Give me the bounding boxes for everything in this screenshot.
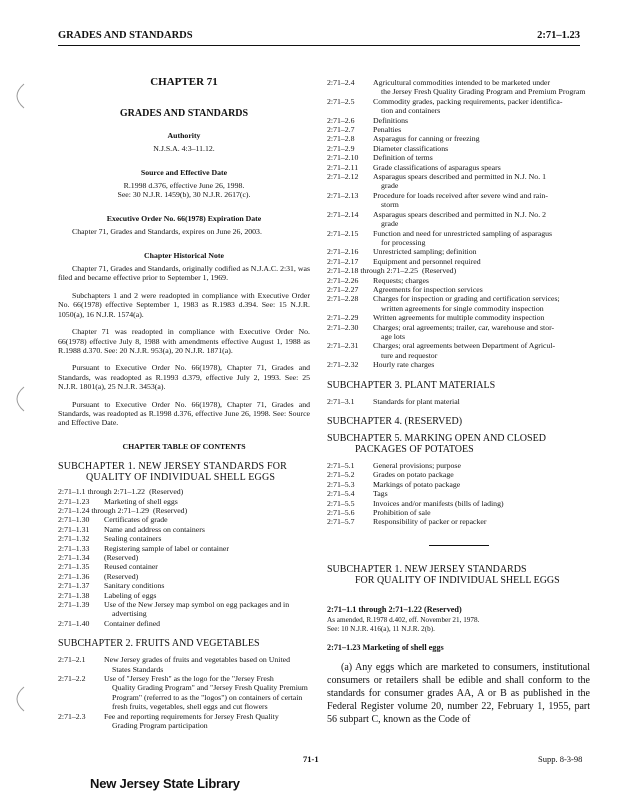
toc-section-number: 2:71–2.6 [327,115,355,125]
toc-title-text: Agricultural commodities intended to be marketed under [373,78,551,87]
toc-section-title [369,78,590,97]
historical-paragraph: Chapter 71, Grades and Standards, originally codified as N.J.A.C. 2:31, was filed and became effective prior to September 1, 1969. [58,264,310,283]
toc-title-text: Procedure for loads received after severe wind and rain- [373,190,548,200]
toc-section-title [100,591,310,600]
toc-section-number: 2:71–2.31 [327,341,359,351]
toc-section-title [369,247,590,256]
toc-entry [58,712,310,731]
subchapter-1-title: SUBCHAPTER 1. NEW JERSEY STANDARDS FOR [58,461,288,473]
page-number: 71-1 [303,754,319,764]
toc-section-title [100,534,310,543]
toc-section-number: 2:71–1.34 [58,553,90,562]
note-line: As amended, R.1978 d.402, eff. November 21, 1978. [327,616,480,625]
toc-section-title [369,341,590,360]
toc-section-title [369,276,590,285]
toc-entry [327,517,590,526]
toc-title-text: Responsibility of packer or repacker [373,517,487,527]
toc-title-wrap: written agreements for single commodity inspection [381,303,544,313]
toc-title-text: Commodity grades, packing requirements, packer identifica- [373,96,563,106]
toc-section-number: 2:71–3.1 [327,396,355,406]
toc-entry [58,525,310,534]
subchapter-4-title: SUBCHAPTER 4. (RESERVED) [327,416,463,427]
toc-section-title [369,360,590,369]
toc-title-text: New Jersey grades of fruits and vegetables based on United [104,655,290,665]
toc-title-text: Penalties [373,125,402,135]
section-history-note [327,616,590,633]
source-heading: Source and Effective Date [140,167,228,177]
toc-title-wrap: grade [381,181,399,191]
toc-section-number: 2:71–2.27 [327,284,359,294]
toc-title-text: Equipment and personnel required [373,256,481,266]
header-section-range: 2:71–1.23 [537,30,580,41]
toc-title-text: Requests; charges [373,275,429,285]
right-column [327,78,590,726]
toc-section-number: 2:71–2.15 [327,228,359,238]
toc-section-title [369,144,590,153]
toc-section-number: 2:71–5.4 [327,489,355,499]
toc-section-title [100,712,310,731]
punch-hole-mark [6,82,28,110]
toc-title-text: (Reserved) [149,487,184,497]
toc-section-title [369,163,590,172]
toc-section-number: 2:71–2.26 [327,275,359,285]
toc-entry [327,397,590,406]
toc-entry [58,591,310,600]
toc-section-number: 2:71–1.40 [58,618,90,628]
toc-title-text: Asparagus spears described and permitted in N.J. No. 2 [373,209,547,219]
toc-section-title [100,562,310,571]
toc-title-text: Charges for inspection or grading and certification services; [373,294,560,304]
toc-title-text: Certificates of grade [104,515,168,525]
toc-entry [327,360,590,369]
toc-section-number: 2:71–5.1 [327,461,355,470]
toc-entry [327,134,590,143]
chapter-title: GRADES AND STANDARDS [119,108,249,120]
toc-title-text: Container defined [104,618,161,628]
toc-entry [327,508,590,517]
historical-note-heading: Chapter Historical Note [144,250,224,260]
toc-section-number: 2:71–2.12 [327,172,359,182]
toc-title-text: Markings of potato package [373,479,461,489]
toc-title-text: Fee and reporting requirements for Jersey Fresh Quality [104,711,279,721]
toc-section-title [369,153,590,162]
toc-section-title [100,572,310,581]
toc-title-text: Asparagus spears described and permitted in N.J. No. 1 [373,172,547,182]
punch-hole-mark [6,685,28,713]
toc-section-title [149,506,310,515]
toc-entry [58,487,310,496]
authority-heading: Authority [167,130,201,140]
toc-section-title [369,517,590,526]
chapter-number: CHAPTER 71 [150,76,218,88]
toc-title-text: Use of the New Jersey map symbol on egg packages and in [104,600,290,610]
toc-title-text: Charges; oral agreements between Department of Agricul- [373,341,556,351]
toc-section-title [100,525,310,534]
toc-section-title [100,619,310,628]
toc-section-title [369,313,590,322]
toc-title-text: General provisions; purpose [373,461,461,470]
toc-section-title [369,508,590,517]
toc-title-text: Grade classifications of asparagus spears [373,162,501,172]
toc-section-number: 2:71–1.32 [58,534,90,544]
toc-section-number: 2:71–2.13 [327,190,359,200]
toc-title-text: (Reserved) [104,553,139,562]
toc-title-text: Tags [373,489,388,499]
divider-rule [429,545,489,546]
toc-title-wrap: Grading Program participation [112,721,208,731]
toc-section-number: 2:71–2.18 through 2:71–2.25 [327,266,418,276]
toc-entry [327,78,590,97]
toc-section-number: 2:71–2.11 [327,162,359,172]
toc-entry [327,470,590,479]
toc-section-number: 2:71–1.30 [58,515,90,525]
toc-heading: CHAPTER TABLE OF CONTENTS [122,441,246,451]
authority-block [58,131,310,154]
toc-title-text: Definitions [373,115,409,125]
section-body: (a) Any eggs which are marketed to consumers, institutional consumers or retailers shall be edible and shall conform to the standards for consumer grades AA, A or B as published in the Federal Register volume 20, number 22, February 1, 1955, part 56 subpart C, known as the Code of [327,661,590,725]
toc-section-number: 2:71–2.7 [327,125,355,135]
section-heading: 2:71–1.23 Marketing of shell eggs [327,643,444,653]
supplement-date: Supp. 8-3-98 [538,754,583,764]
toc-entry [58,544,310,553]
toc-section-title [100,515,310,524]
toc-section-title [145,487,310,496]
historical-paragraph: Chapter 71 was readopted in compliance with Executive Order No. 66(1978) effective July 8, 1988 with amendments effective August 1, 1988 as R.1988 d.370. See: 20 N.J.R. 953(a), 20 N.J.R. 1871(a). [58,327,310,355]
toc-title-text: Name and address on containers [104,524,205,534]
toc-title-text: Grades on potato package [373,470,454,480]
toc-section-title [369,257,590,266]
toc-section-title [369,480,590,489]
toc-section-title [369,461,590,470]
toc-entry [327,257,590,266]
toc-section-title [369,294,590,313]
subchapter-5-title: SUBCHAPTER 5. MARKING OPEN AND CLOSED [327,433,546,444]
toc-entry [327,313,590,322]
toc-title-wrap: age lots [381,331,406,341]
toc-section-number: 2:71–5.7 [327,517,355,527]
toc-entry [58,572,310,581]
toc-title-text: (Reserved) [104,571,139,581]
punch-hole-mark [6,385,28,413]
toc-entry [327,294,590,313]
toc-section-title [100,600,310,619]
toc-entry [58,655,310,674]
toc-title-text: Asparagus for canning or freezing [373,134,480,144]
toc-entry [327,480,590,489]
toc-section-title [369,134,590,143]
toc-title-wrap: grade [381,219,399,229]
subchapter-1-toc [58,487,310,628]
toc-section-title [369,125,590,134]
toc-section-title [369,229,590,248]
toc-section-number: 2:71–2.30 [327,322,359,332]
toc-entry [58,600,310,619]
toc-section-number: 2:71–1.39 [58,600,90,610]
toc-entry [327,163,590,172]
subchapter-2-title: SUBCHAPTER 2. FRUITS AND VEGETABLES [58,638,260,650]
toc-title-text: Use of "Jersey Fresh" as the logo for the "Jersey Fresh [104,674,274,684]
toc-section-number: 2:71–5.5 [327,498,355,508]
toc-title-text: Diameter classifications [373,143,449,153]
toc-entry [58,497,310,506]
toc-section-number: 2:71–1.31 [58,524,90,534]
toc-title-text: Unrestricted sampling; definition [373,247,477,257]
toc-entry [58,515,310,524]
toc-title-text: Sealing containers [104,534,162,544]
toc-section-number: 2:71–2.8 [327,134,355,144]
toc-section-number: 2:71–2.16 [327,247,359,257]
toc-title-wrap: Quality Grading Program" and "Jersey Fresh Quality Premium Program" (referred to as the "logos") on containers of certain fresh fruits, vegetables, shell eggs and cut flowers [112,683,308,712]
executive-order-text: Chapter 71, Grades and Standards, expires on June 26, 2003. [72,227,262,237]
subchapter-3-title: SUBCHAPTER 3. PLANT MATERIALS [327,379,496,391]
toc-section-number: 2:71–2.14 [327,209,359,219]
toc-entry [327,323,590,342]
left-column [58,78,310,731]
toc-title-text: Hourly rate charges [373,360,435,370]
toc-entry [327,210,590,229]
toc-section-title [100,553,310,562]
toc-section-number: 2:71–1.24 through 2:71–1.29 [58,505,149,515]
toc-entry [327,116,590,125]
subchapter-3-toc [327,397,590,406]
toc-entry [58,562,310,571]
header-title: GRADES AND STANDARDS [58,30,193,41]
toc-title-wrap: advertising [112,609,147,619]
toc-section-title [369,191,590,210]
subchapter-2-toc-cont [327,78,590,370]
section-heading: 2:71–1.1 through 2:71–1.22 (Reserved) [327,604,462,614]
authority-text: N.J.S.A. 4:3–11.12. [153,144,215,154]
library-stamp: New Jersey State Library [90,776,240,791]
toc-section-number: 2:71–2.28 [327,294,359,304]
executive-order-block [58,214,310,237]
toc-section-number: 2:71–5.3 [327,479,355,489]
toc-entry [327,285,590,294]
toc-section-title [369,97,590,116]
toc-title-wrap: the Jersey Fresh Quality Grading Program and Premium Program [381,87,586,97]
body-subchapter-title [327,564,590,587]
toc-entry [58,581,310,590]
toc-title-wrap: storm [381,200,399,210]
toc-entry [327,499,590,508]
toc-section-number: 2:71–5.2 [327,470,355,480]
historical-paragraph: Subchapters 1 and 2 were readopted in compliance with Executive Order No. 66(1978) effective September 1, 1983 as R.1983 d.394. See: 15 N.J.R. 1050(a), 16 N.J.R. 1574(a). [58,290,310,319]
toc-section-title [100,544,310,553]
toc-section-title [369,116,590,125]
source-line: See: 30 N.J.R. 1459(b), 30 N.J.R. 2617(c). [117,190,251,200]
toc-section-number: 2:71–2.4 [327,78,355,87]
toc-title-text: Charges; oral agreements; trailer, car, warehouse and stor- [373,322,555,332]
note-line: See: 10 N.J.R. 416(a), 11 N.J.R. 2(b). [327,624,435,633]
toc-title-wrap: for processing [381,237,426,247]
toc-entry [327,341,590,360]
toc-entry [327,144,590,153]
toc-section-number: 2:71–5.6 [327,508,355,518]
toc-section-title [369,172,590,191]
toc-title-text: Prohibition of sale [373,508,431,518]
toc-section-title [100,674,310,712]
toc-entry [58,506,310,515]
toc-title-text: Sanitary conditions [104,581,165,591]
toc-section-title [369,470,590,479]
toc-section-title [369,499,590,508]
toc-title-wrap: tion and containers [381,106,441,116]
toc-section-number: 2:71–2.3 [58,711,86,721]
toc-section-number: 2:71–1.37 [58,581,90,591]
toc-entry [58,534,310,543]
toc-section-title [100,581,310,590]
toc-entry [327,461,590,470]
toc-title-wrap: ture and requestor [381,350,438,360]
toc-section-title [100,497,310,506]
toc-title-text: Agreements for inspection services [373,284,483,294]
toc-title-wrap: States Standards [112,664,164,674]
toc-entry [58,674,310,712]
toc-entry [327,276,590,285]
toc-section-number: 2:71–2.9 [327,143,355,153]
toc-section-number: 2:71–2.10 [327,153,359,163]
toc-title-text: (Reserved) [152,505,188,515]
toc-section-title [369,397,590,406]
toc-entry [327,191,590,210]
source-block [58,168,310,200]
subchapter-1-title-cont: QUALITY OF INDIVIDUAL SHELL EGGS [86,472,276,484]
subchapter-2-toc [58,655,310,730]
toc-entry [327,266,590,275]
toc-title-text: Reused container [104,562,158,572]
toc-entry [327,172,590,191]
toc-section-number: 2:71–1.33 [58,543,90,553]
toc-entry [58,619,310,628]
toc-title-text: (Reserved) [421,266,457,276]
toc-section-number: 2:71–2.1 [58,655,86,665]
toc-section-title [369,285,590,294]
toc-entry [327,97,590,116]
toc-entry [327,229,590,248]
toc-section-title [369,210,590,229]
source-line: R.1998 d.376, effective June 26, 1998. [123,181,245,191]
toc-section-number: 2:71–2.5 [327,96,355,106]
toc-section-number: 2:71–2.2 [58,674,86,684]
toc-section-number: 2:71–1.35 [58,562,90,572]
toc-section-title [100,655,310,674]
toc-section-title [369,323,590,342]
toc-section-title [418,266,590,275]
toc-entry [327,247,590,256]
subchapter-5-title-cont: PACKAGES OF POTATOES [355,444,474,455]
toc-section-number: 2:71–1.36 [58,571,90,581]
historical-note [58,264,310,428]
toc-title-text: Invoices and/or manifests (bills of lading) [373,498,504,508]
toc-section-number: 2:71–2.32 [327,360,359,370]
toc-section-number: 2:71–1.38 [58,590,90,600]
toc-entry [58,553,310,562]
toc-title-text: Function and need for unrestricted sampling of asparagus [373,228,553,238]
subchapter-5-toc [327,461,590,527]
historical-paragraph: Pursuant to Executive Order No. 66(1978), Chapter 71, Grades and Standards, was readopted as R.1993 d.379, effective July 2, 1993. See: 25 N.J.R. 1801(a), 25 N.J.R. 3453(a). [58,363,310,392]
toc-entry [327,489,590,498]
historical-paragraph: Pursuant to Executive Order No. 66(1978), Chapter 71, Grades and Standards, was readopted as R.1998 d.376, effective June 26, 1998. See: Source and Effective Date. [58,399,310,428]
toc-section-number: 2:71–1.23 [58,496,90,506]
toc-entry [327,125,590,134]
body-subchapter-line: SUBCHAPTER 1. NEW JERSEY STANDARDS [327,563,527,575]
toc-entry [327,153,590,162]
toc-title-text: Labeling of eggs [104,590,157,600]
executive-order-heading: Executive Order No. 66(1978) Expiration Date [106,213,262,223]
toc-title-text: Definition of terms [373,153,433,163]
toc-section-title [369,489,590,498]
toc-title-text: Marketing of shell eggs [104,496,178,506]
toc-section-number: 2:71–2.17 [327,256,359,266]
toc-section-number: 2:71–1.1 through 2:71–1.22 [58,487,146,497]
toc-title-text: Registering sample of label or container [104,543,229,553]
toc-title-text: Standards for plant material [373,396,460,406]
running-header [58,30,580,46]
body-subchapter-line: FOR QUALITY OF INDIVIDUAL SHELL EGGS [355,575,560,587]
toc-section-number: 2:71–2.29 [327,313,359,323]
toc-title-text: Written agreements for multiple commodity inspection [373,313,545,323]
